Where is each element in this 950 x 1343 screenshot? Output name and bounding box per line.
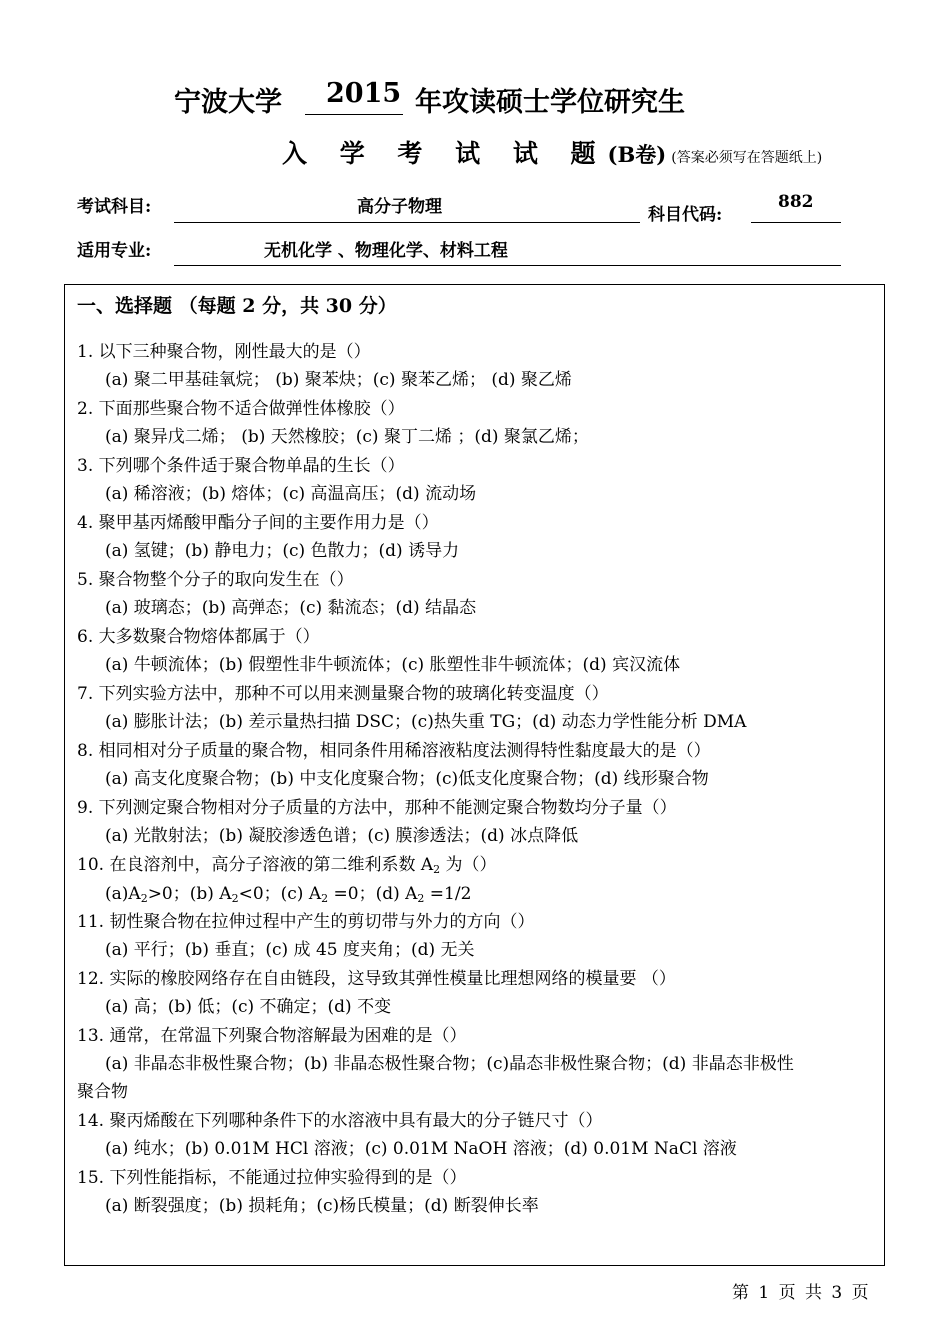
opt10-d: =0；(d) A	[328, 884, 418, 904]
subject-value: 高分子物理	[357, 197, 442, 217]
question-3: 3. 下列哪个条件适于聚合物单晶的生长（）	[77, 456, 405, 476]
options-14: (a) 纯水；(b) 0.01M HCl 溶液；(c) 0.01M NaOH 溶液；(d) 0.01M NaCl 溶液	[105, 1139, 737, 1159]
exam-year: 2015	[326, 78, 402, 109]
question-6: 6. 大多数聚合物熔体都属于（）	[77, 627, 320, 647]
options-8: (a) 高支化度聚合物；(b) 中支化度聚合物；(c)低支化度聚合物；(d) 线形聚合物	[105, 769, 709, 789]
question-10	[77, 851, 497, 880]
major-label: 适用专业:	[77, 241, 152, 261]
question-4: 4. 聚甲基丙烯酸甲酯分子间的主要作用力是（）	[77, 513, 439, 533]
options-9: (a) 光散射法；(b) 凝胶渗透色谱；(c) 膜渗透法；(d) 冰点降低	[105, 826, 579, 846]
question-8: 8. 相同相对分子质量的聚合物，相同条件用稀溶液粘度法测得特性黏度最大的是（）	[77, 741, 711, 761]
university-name: 宁波大学	[174, 87, 282, 118]
subscript: 2	[321, 892, 329, 905]
question-14: 14. 聚丙烯酸在下列哪种条件下的水溶液中具有最大的分子链尺寸（）	[77, 1111, 603, 1131]
question-1: 1. 以下三种聚合物，刚性最大的是（）	[77, 342, 371, 362]
question-9: 9. 下列测定聚合物相对分子质量的方法中，那种不能测定聚合物数均分子量（）	[77, 798, 677, 818]
major-underline	[174, 265, 841, 266]
page-number: 第 1 页 共 3 页	[732, 1283, 871, 1303]
major-value: 无机化学 、物理化学、材料工程	[264, 241, 508, 261]
section-title: 一、选择题 （每题 2 分，共 30 分）	[77, 295, 397, 317]
question-10-tail: 为（）	[440, 855, 497, 875]
subscript: 2	[417, 892, 425, 905]
options-13-wrap: 聚合物	[77, 1082, 128, 1102]
options-3: (a) 稀溶液；(b) 熔体；(c) 高温高压；(d) 流动场	[105, 484, 477, 504]
question-11: 11. 韧性聚合物在拉伸过程中产生的剪切带与外力的方向（）	[77, 912, 535, 932]
options-1: (a) 聚二甲基硅氧烷； (b) 聚苯炔；(c) 聚苯乙烯； (d) 聚乙烯	[105, 370, 572, 390]
question-15: 15. 下列性能指标，不能通过拉伸实验得到的是（）	[77, 1168, 467, 1188]
year-underline	[305, 114, 403, 115]
options-7: (a) 膨胀计法；(b) 差示量热扫描 DSC；(c)热失重 TG；(d) 动态力学性能分析 DMA	[105, 712, 747, 732]
options-5: (a) 玻璃态；(b) 高弹态；(c) 黏流态；(d) 结晶态	[105, 598, 477, 618]
code-value: 882	[778, 192, 814, 212]
exam-subtitle	[282, 134, 822, 170]
answer-note: (答案必须写在答题纸上)	[671, 150, 823, 166]
code-label: 科目代码:	[648, 205, 723, 225]
exam-title: 入 学 考 试 试 题	[282, 139, 608, 168]
question-12: 12. 实际的橡胶网络存在自由链段，这导致其弹性模量比理想网络的模量要 （）	[77, 969, 676, 989]
subject-underline	[174, 222, 640, 223]
question-2: 2. 下面那些聚合物不适合做弹性体橡胶（）	[77, 399, 405, 419]
opt10-c: <0；(c) A	[238, 884, 322, 904]
question-13: 13. 通常，在常温下列聚合物溶解最为困难的是（）	[77, 1026, 467, 1046]
options-13: (a) 非晶态非极性聚合物；(b) 非晶态极性聚合物；(c)晶态非极性聚合物；(d) 非晶态非极性	[105, 1054, 794, 1074]
subject-label: 考试科目:	[77, 197, 152, 217]
question-10-text: 10. 在良溶剂中，高分子溶液的第二维利系数 A	[77, 855, 434, 875]
opt10-b: >0；(b) A	[147, 884, 232, 904]
options-11: (a) 平行；(b) 垂直；(c) 成 45 度夹角；(d) 无关	[105, 940, 475, 960]
subscript: 2	[433, 863, 441, 876]
code-underline	[751, 222, 841, 223]
question-5: 5. 聚合物整个分子的取向发生在（）	[77, 570, 354, 590]
question-7: 7. 下列实验方法中，那种不可以用来测量聚合物的玻璃化转变温度（）	[77, 684, 609, 704]
options-2: (a) 聚异戊二烯； (b) 天然橡胶；(c) 聚丁二烯 ；(d) 聚氯乙烯；	[105, 427, 589, 447]
opt10-a: (a)A	[105, 884, 141, 904]
options-12: (a) 高；(b) 低；(c) 不确定；(d) 不变	[105, 997, 392, 1017]
options-15: (a) 断裂强度；(b) 损耗角；(c)杨氏模量；(d) 断裂伸长率	[105, 1196, 539, 1216]
subscript: 2	[231, 892, 239, 905]
options-4: (a) 氢键；(b) 静电力；(c) 色散力；(d) 诱导力	[105, 541, 460, 561]
options-6: (a) 牛顿流体；(b) 假塑性非牛顿流体；(c) 胀塑性非牛顿流体；(d) 宾汉流体	[105, 655, 681, 675]
options-10	[105, 880, 471, 909]
subscript: 2	[140, 892, 148, 905]
paper-version: (B卷)	[607, 142, 667, 167]
title-suffix: 年攻读硕士学位研究生	[415, 87, 685, 118]
opt10-e: =1/2	[424, 884, 472, 904]
